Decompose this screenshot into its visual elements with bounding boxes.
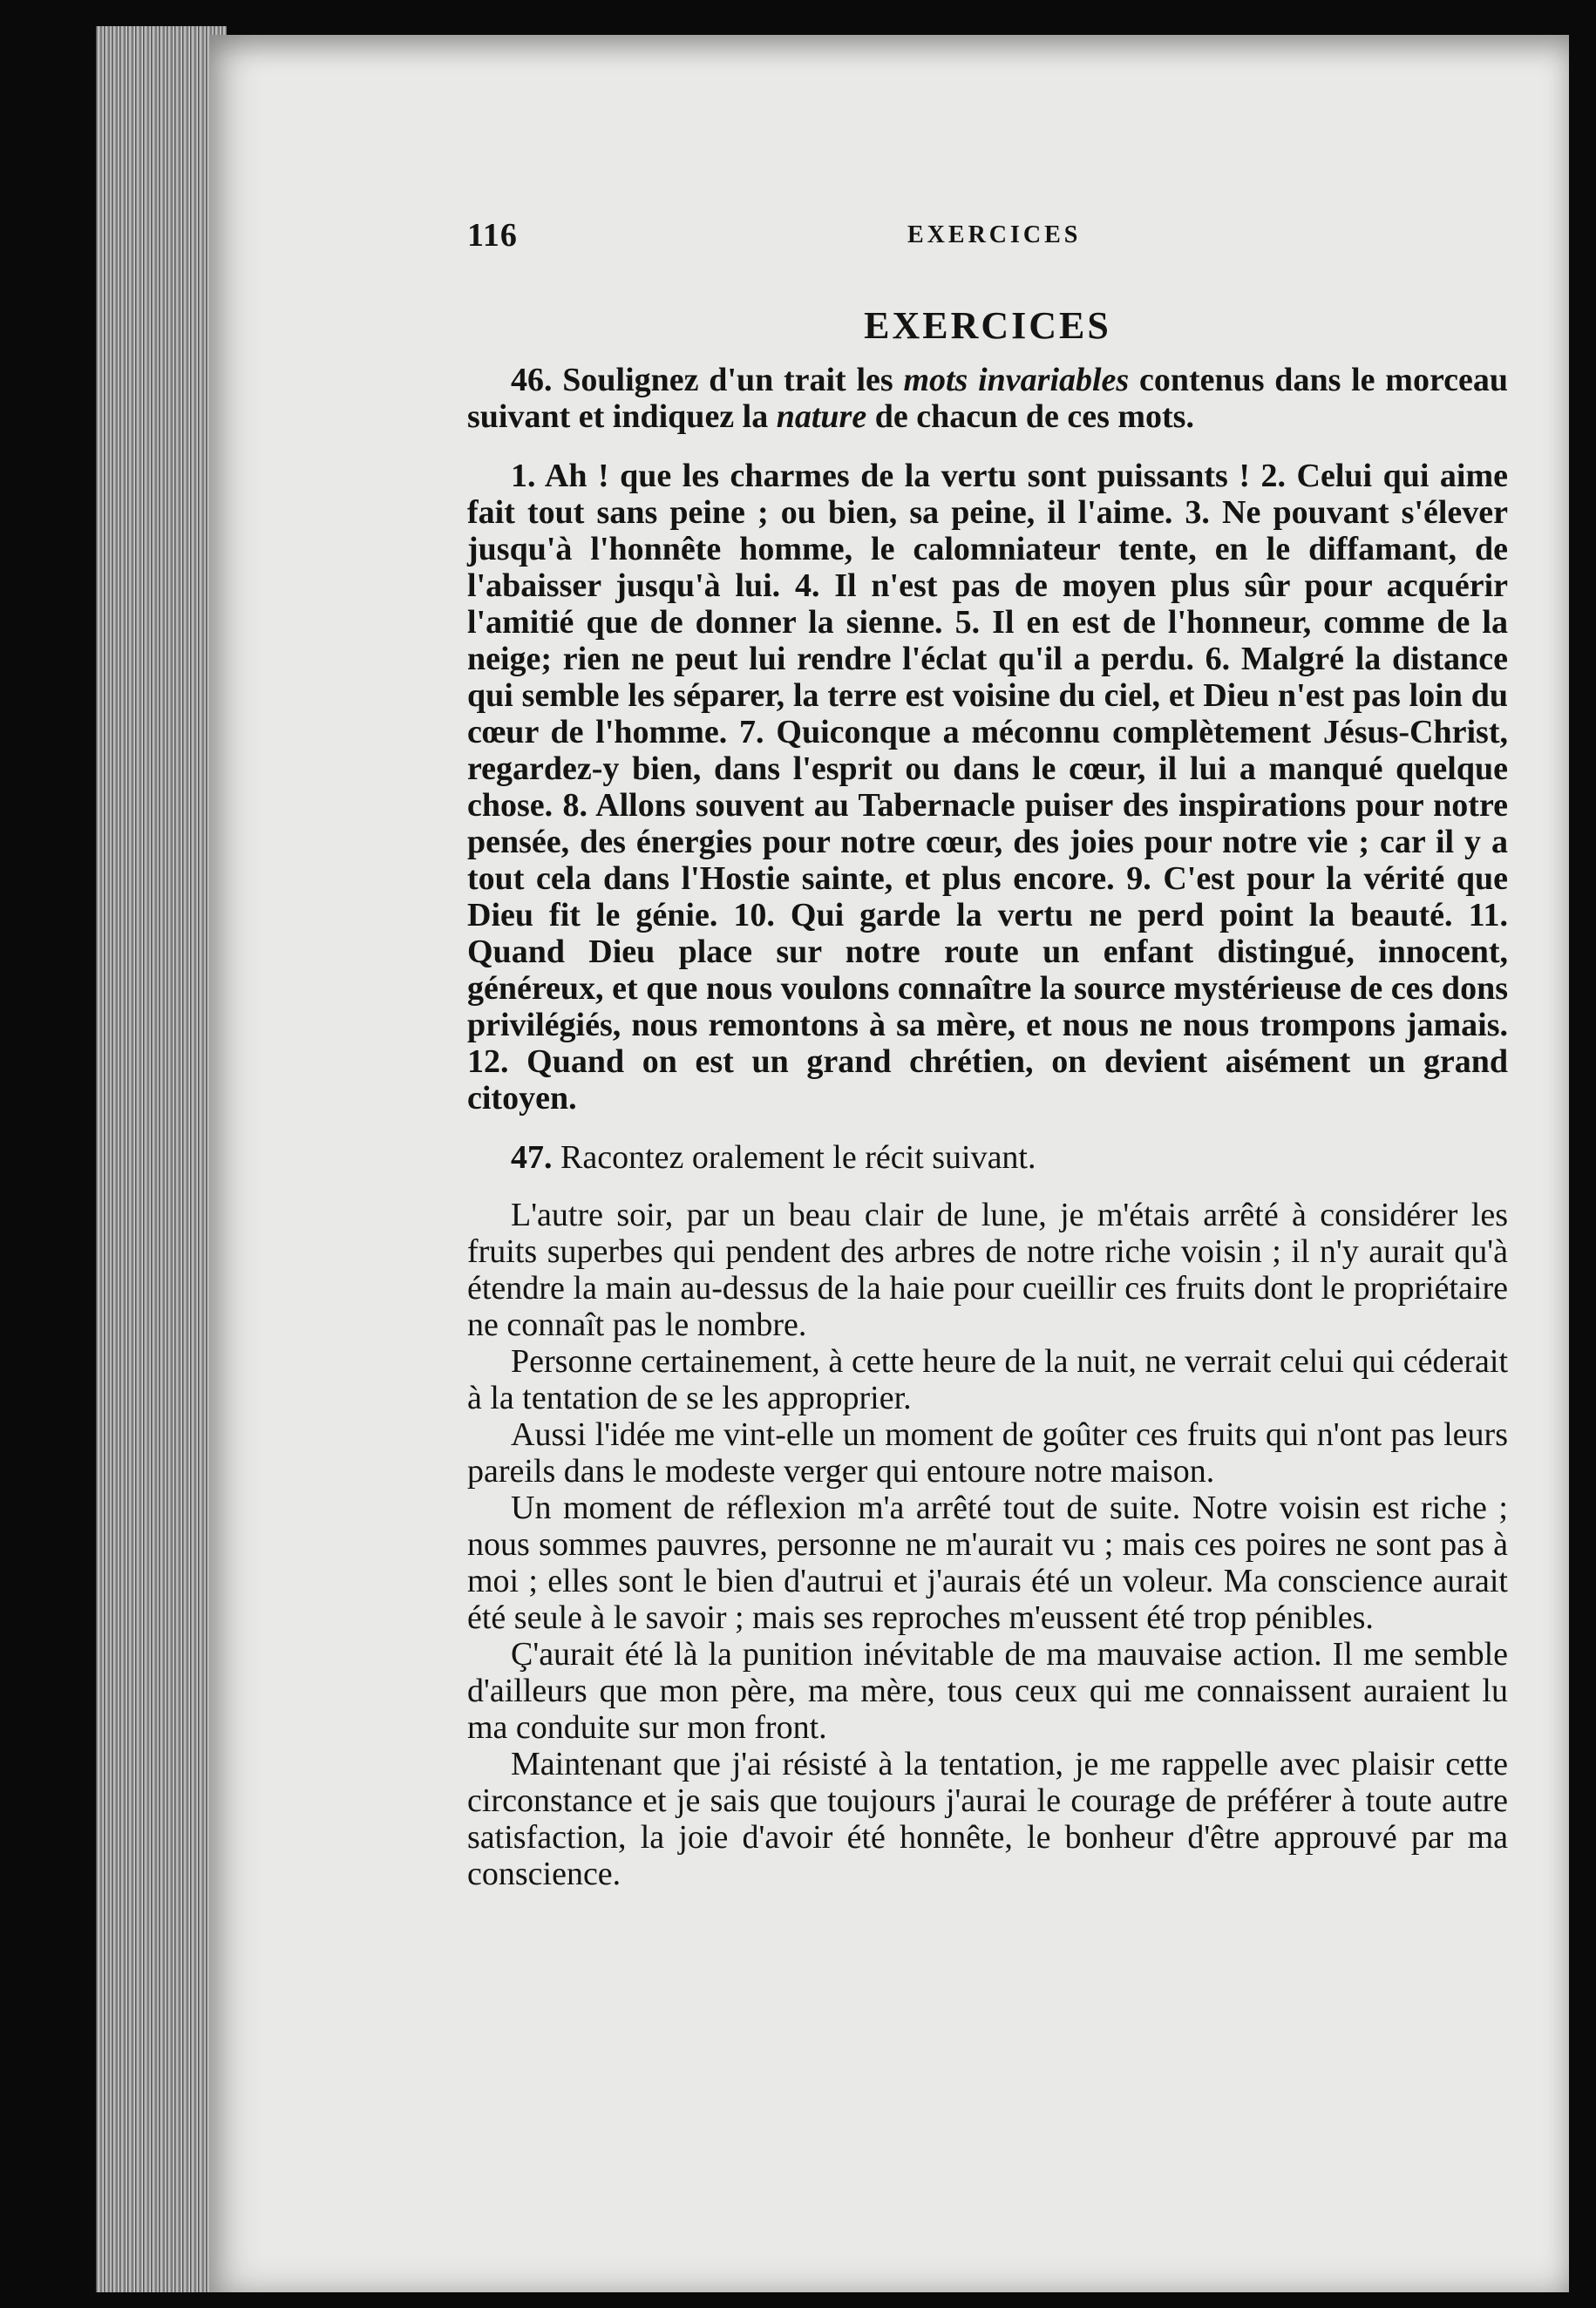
story-paragraph: L'autre soir, par un beau clair de lune, je m'étais arrêté à considérer les fruits superbes qui pendent des arbres de notre riche voisin ; il n'y aurait qu'à étendre la main au-dessus de la haie pour cueillir ces fruits dont le propriétaire ne connaît pas le nombre. <box>467 1197 1508 1343</box>
running-head <box>258 216 1508 260</box>
instruction-text: Racontez oralement le récit suivant. <box>560 1139 1036 1176</box>
story-paragraph: Aussi l'idée me vint-elle un moment de goûter ces fruits qui n'ont pas leurs pareils dans le modeste verger qui entoure notre maison. <box>467 1416 1508 1490</box>
exercise-46-sentences: 1. Ah ! que les charmes de la vertu sont puissants ! 2. Celui qui aime fait tout sans peine ; ou bien, sa peine, il l'aime. 3. Ne pouvant s'élever jusqu'à l'honnête homme, le calomniateur tente, en le diffamant, de l'abaisser jusqu'à lui. 4. Il n'est pas de moyen plus sûr pour acquérir l'amitié que de donner la sienne. 5. Il en est de l'honneur, comme de la neige; rien ne peut lui rendre l'éclat qu'il a perdu. 6. Malgré la distance qui semble les séparer, la terre est voisine du ciel, et Dieu n'est pas loin du cœur de l'homme. 7. Quiconque a méconnu complètement Jésus-Christ, regardez-y bien, dans l'esprit ou dans le cœur, il lui a manqué quelque chose. 8. Allons souvent au Tabernacle puiser des inspirations pour notre pensée, des énergies pour notre cœur, des joies pour notre vie ; car il y a tout cela dans l'Hostie sainte, et plus encore. 9. C'est pour la vérité que Dieu fit le génie. 10. Qui garde la vertu ne perd point la beauté. 11. Quand Dieu place sur notre route un enfant distingué, innocent, généreux, et que nous voulons connaître la source mystérieuse de ces dons privilégiés, nous remontons à sa mère, et nous ne nous trompons jamais. 12. Quand on est un grand chrétien, on devient aisément un grand citoyen. <box>467 458 1508 1117</box>
running-title: EXERCICES <box>907 221 1082 248</box>
exercise-46-instruction <box>467 362 1508 435</box>
instruction-emphasis: mots invariables <box>903 362 1130 398</box>
page-content <box>258 216 1508 1892</box>
page-number: 116 <box>467 217 518 254</box>
exercise-47-instruction <box>467 1139 1508 1176</box>
story-paragraph: Personne certainement, à cette heure de la nuit, ne verrait celui qui céderait à la tentation de se les approprier. <box>467 1343 1508 1416</box>
story-paragraph: Ç'aurait été là la punition inévitable de ma mauvaise action. Il me semble d'ailleurs que mon père, ma mère, tous ceux qui me connaissent auraient lu ma conduite sur mon front. <box>467 1636 1508 1746</box>
book-page-edges <box>96 26 227 2292</box>
exercise-47-number: 47. <box>511 1139 553 1176</box>
exercise-46-number: 46. <box>511 362 553 398</box>
section-title: EXERCICES <box>864 304 1111 347</box>
instruction-part: de chacun de ces mots. <box>866 398 1194 435</box>
instruction-part: contenus dans le morceau suivant et indiquez la <box>467 362 1508 435</box>
story-paragraph: Un moment de réflexion m'a arrêté tout de suite. Notre voisin est riche ; nous sommes pauvres, personne ne m'aurait vu ; mais ces poires ne sont pas à moi ; elles sont le bien d'autrui et j'aurais été un voleur. Ma conscience aurait été seule à le savoir ; mais ses reproches m'eussent été trop pénibles. <box>467 1490 1508 1636</box>
body-text <box>467 362 1508 1892</box>
instruction-part: Soulignez d'un trait les <box>562 362 904 398</box>
instruction-emphasis: nature <box>776 398 867 435</box>
story-paragraph: Maintenant que j'ai résisté à la tentation, je me rappelle avec plaisir cette circonstance et je sais que toujours j'aurai le courage de préférer à toute autre satisfaction, la joie d'avoir été honnête, le bonheur d'être approuvé par ma conscience. <box>467 1746 1508 1892</box>
